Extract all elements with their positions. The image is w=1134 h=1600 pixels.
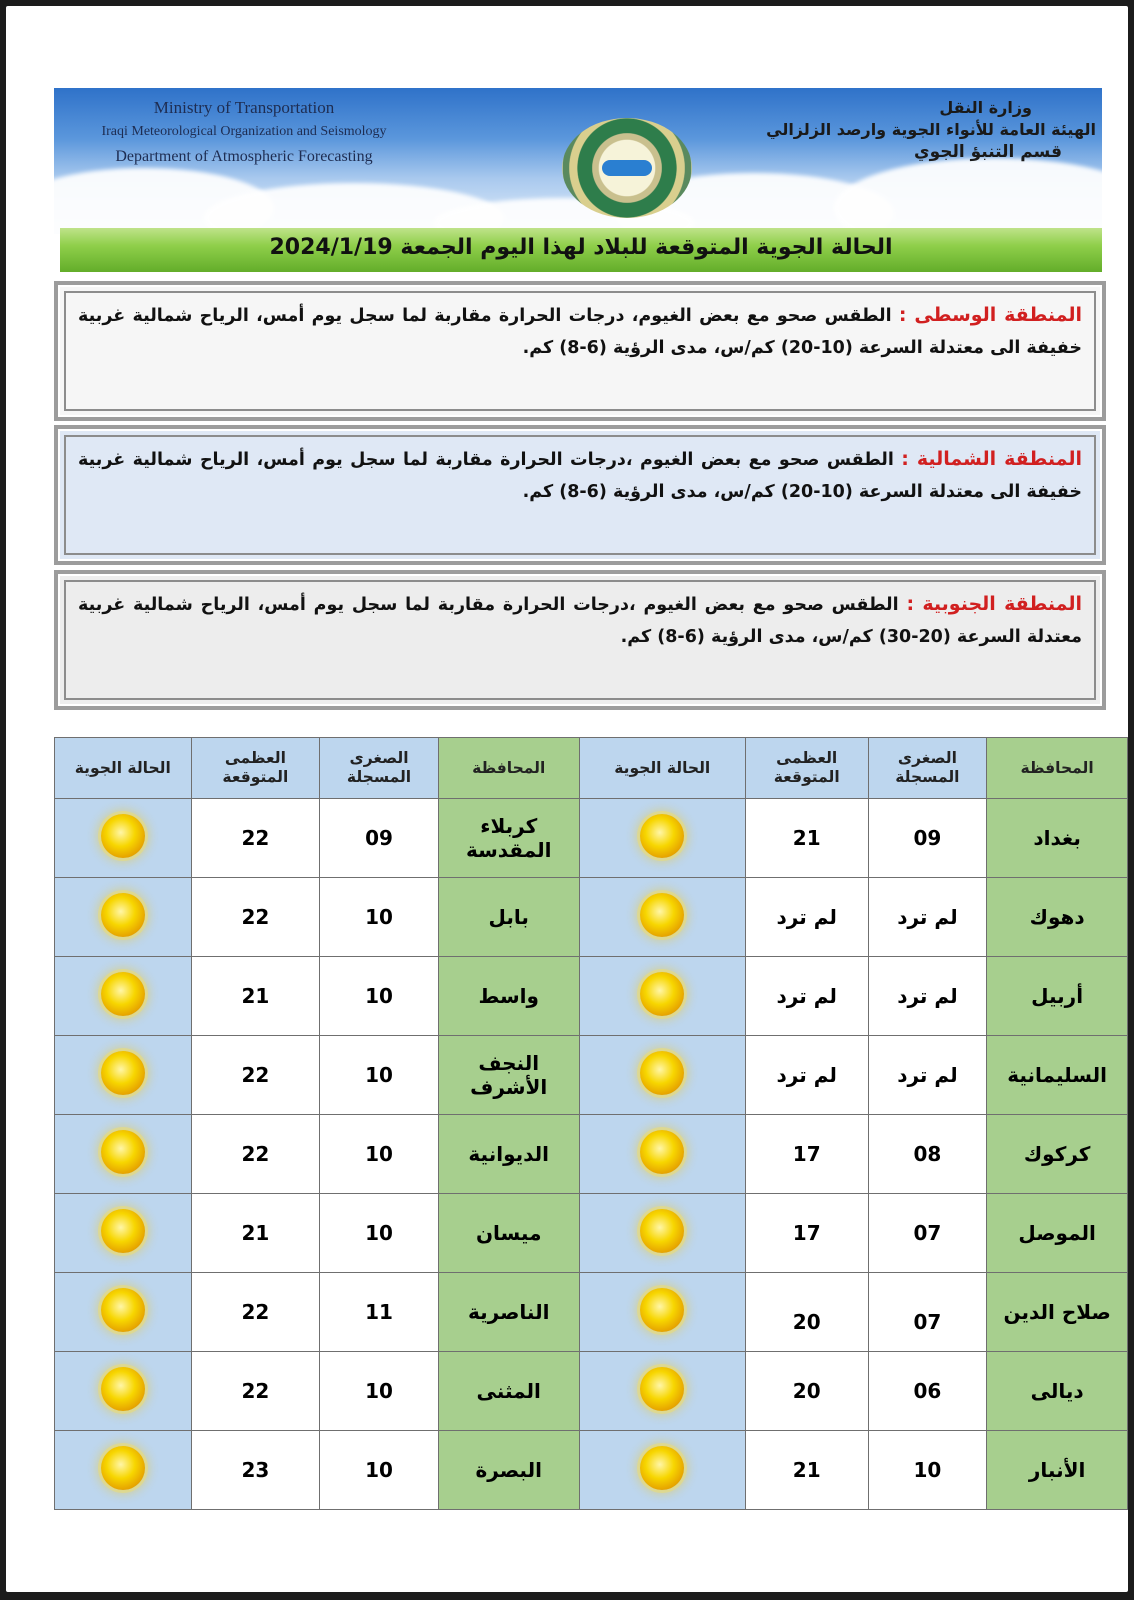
sun-icon — [101, 972, 145, 1016]
sun-icon — [101, 1130, 145, 1174]
sun-icon — [640, 893, 684, 937]
right-min-value: لم ترد — [897, 984, 958, 1008]
right-max — [745, 1352, 868, 1431]
right-min-value: 06 — [913, 1379, 942, 1403]
left-max-value: 21 — [241, 1221, 270, 1245]
left-province — [438, 957, 579, 1036]
header-min: الصغرى المسجلة — [320, 738, 439, 799]
left-min-value: 10 — [365, 1379, 393, 1403]
department-name-ar: قسم التنبؤ الجوي — [914, 142, 1062, 162]
header-max: العظمى المتوقعة — [191, 738, 320, 799]
region-north-body: الطقس صحو مع بعض الغيوم ،درجات الحرارة مقاربة لما سجل يوم أمس، الرياح شمالية غربية خفيفة الى معتدلة السرعة (10-20) كم/س، مدى الرؤية (6-8) كم. — [78, 450, 1082, 502]
right-min-value: 07 — [913, 1310, 942, 1334]
sun-icon — [101, 814, 145, 858]
right-min-value: 09 — [913, 826, 942, 850]
right-min — [868, 799, 987, 878]
left-min-value: 10 — [365, 984, 393, 1008]
right-max — [745, 1036, 868, 1115]
left-weather — [55, 1431, 192, 1510]
right-max-value: لم ترد — [776, 1063, 837, 1087]
table-row — [55, 1115, 1128, 1194]
table-row — [55, 1194, 1128, 1273]
right-province-value: كركوك — [1023, 1142, 1091, 1166]
ministry-name-en: Ministry of Transportation — [153, 98, 335, 117]
left-weather — [55, 957, 192, 1036]
right-province — [987, 878, 1128, 957]
right-min — [868, 957, 987, 1036]
right-province — [987, 1273, 1128, 1352]
left-min — [320, 1431, 439, 1510]
sun-icon — [101, 1367, 145, 1411]
left-max-value: 22 — [241, 1379, 270, 1403]
right-max — [745, 878, 868, 957]
left-min — [320, 957, 439, 1036]
table-row — [55, 1431, 1128, 1510]
region-central-body: الطقس صحو مع بعض الغيوم، درجات الحرارة مقاربة لما سجل يوم أمس، الرياح شمالية غربية خفيفة الى معتدلة السرعة (10-20) كم/س، مدى الرؤية (6-8) كم. — [78, 306, 1082, 358]
left-province — [438, 1431, 579, 1510]
left-province — [438, 1194, 579, 1273]
right-max-value: 21 — [792, 826, 821, 850]
region-central — [54, 281, 1106, 421]
left-max-value: 21 — [241, 984, 270, 1008]
right-max-value: 17 — [792, 1221, 821, 1245]
table-row — [55, 799, 1128, 878]
left-province — [438, 1036, 579, 1115]
right-max-value: 20 — [792, 1379, 821, 1403]
left-province — [438, 1352, 579, 1431]
header-weather: الحالة الجوية — [55, 738, 192, 799]
right-province — [987, 957, 1128, 1036]
left-province-value: البصرة — [475, 1458, 542, 1482]
left-max-value: 22 — [241, 1063, 270, 1087]
right-province — [987, 1115, 1128, 1194]
sun-icon — [101, 1051, 145, 1095]
right-province-value: الأنبار — [1028, 1458, 1086, 1482]
table-row — [55, 1352, 1128, 1431]
left-max — [191, 878, 320, 957]
left-min-value: 11 — [365, 1300, 393, 1324]
right-province — [987, 1036, 1128, 1115]
region-south-body: الطقس صحو مع بعض الغيوم ،درجات الحرارة مقاربة لما سجل يوم أمس، الرياح شمالية غربية معتدلة السرعة (20-30) كم/س، مدى الرؤية (6-8) كم. — [78, 595, 1082, 647]
right-min-value: 08 — [913, 1142, 942, 1166]
right-province-value: الموصل — [1018, 1221, 1096, 1245]
sun-icon — [640, 1288, 684, 1332]
left-min-value: 10 — [365, 1458, 393, 1482]
sun-icon — [101, 1288, 145, 1332]
right-min — [868, 878, 987, 957]
right-province — [987, 1194, 1128, 1273]
table-row — [55, 1036, 1128, 1115]
left-max-value: 22 — [241, 905, 270, 929]
organization-name-ar: الهيئة العامة للأنواء الجوية وارصد الزلزالي — [766, 120, 1096, 139]
sun-icon — [101, 893, 145, 937]
left-weather — [55, 1352, 192, 1431]
right-min — [868, 1194, 987, 1273]
sun-icon — [101, 1446, 145, 1490]
page-title: الحالة الجوية المتوقعة للبلاد لهذا اليوم الجمعة 2024/1/19 — [269, 235, 893, 260]
right-max — [745, 1115, 868, 1194]
right-weather — [579, 1115, 745, 1194]
right-max-value: 21 — [792, 1458, 821, 1482]
left-min — [320, 1115, 439, 1194]
left-province — [438, 878, 579, 957]
right-weather — [579, 878, 745, 957]
right-weather — [579, 799, 745, 878]
left-max-value: 22 — [241, 1300, 270, 1324]
department-name-en: Department of Atmospheric Forecasting — [115, 148, 373, 165]
left-weather — [55, 1273, 192, 1352]
right-province-value: دهوك — [1029, 905, 1085, 929]
right-min-value: 07 — [913, 1221, 942, 1245]
right-weather — [579, 1273, 745, 1352]
right-min — [868, 1036, 987, 1115]
left-max — [191, 1431, 320, 1510]
region-central-text — [78, 299, 1082, 364]
left-province-value: بابل — [488, 905, 529, 929]
right-province — [987, 799, 1128, 878]
right-min-value: 10 — [913, 1458, 942, 1482]
table-row — [55, 957, 1128, 1036]
right-max — [745, 957, 868, 1036]
right-max — [745, 1194, 868, 1273]
sun-icon — [640, 1446, 684, 1490]
right-max-value: 17 — [792, 1142, 821, 1166]
left-province-value: الناصرية — [467, 1300, 550, 1324]
header-banner — [54, 88, 1102, 234]
left-min-value: 10 — [365, 1142, 393, 1166]
left-province-value: واسط — [478, 984, 539, 1008]
left-province-value: كربلاء المقدسة — [465, 814, 552, 862]
right-max-value: لم ترد — [776, 984, 837, 1008]
left-province-value: النجف الأشرف — [470, 1051, 548, 1099]
sun-icon — [640, 1130, 684, 1174]
left-max-value: 22 — [241, 1142, 270, 1166]
sun-icon — [640, 1209, 684, 1253]
left-min — [320, 1194, 439, 1273]
table-header-row — [55, 738, 1128, 799]
left-weather — [55, 1115, 192, 1194]
left-province — [438, 1115, 579, 1194]
left-weather — [55, 1036, 192, 1115]
region-north-text — [78, 443, 1082, 508]
right-min — [868, 1431, 987, 1510]
right-province — [987, 1352, 1128, 1431]
left-max — [191, 1115, 320, 1194]
left-max — [191, 1036, 320, 1115]
title-bar — [60, 228, 1102, 272]
left-min — [320, 1352, 439, 1431]
region-central-label: المنطقة الوسطى : — [898, 304, 1082, 326]
left-max-value: 23 — [241, 1458, 270, 1482]
sun-icon — [101, 1209, 145, 1253]
organization-name-en: Iraqi Meteorological Organization and Seismology — [101, 124, 387, 139]
left-province-value: ميسان — [475, 1221, 542, 1245]
left-min-value: 10 — [365, 1221, 393, 1245]
region-south-text — [78, 588, 1082, 653]
left-province — [438, 799, 579, 878]
right-province-value: أربيل — [1031, 984, 1084, 1008]
right-province-value: بغداد — [1033, 826, 1081, 850]
right-min — [868, 1115, 987, 1194]
right-min-value: لم ترد — [897, 905, 958, 929]
right-min — [868, 1273, 987, 1352]
region-south-label: المنطقة الجنوبية : — [906, 593, 1082, 615]
left-weather — [55, 1194, 192, 1273]
right-province-value: صلاح الدين — [1003, 1300, 1111, 1324]
left-min — [320, 1036, 439, 1115]
ministry-name-ar: وزارة النقل — [939, 98, 1032, 117]
left-max-value: 22 — [241, 826, 270, 850]
left-min — [320, 1273, 439, 1352]
region-south — [54, 570, 1106, 710]
left-min — [320, 799, 439, 878]
sun-icon — [640, 972, 684, 1016]
right-province — [987, 1431, 1128, 1510]
right-min-value: لم ترد — [897, 1063, 958, 1087]
header-province: المحافظة — [987, 738, 1128, 799]
right-province-value: السليمانية — [1007, 1063, 1107, 1087]
right-max — [745, 799, 868, 878]
organization-logo-icon — [562, 118, 692, 218]
left-max — [191, 1273, 320, 1352]
right-weather — [579, 957, 745, 1036]
left-province-value: الديوانية — [468, 1142, 550, 1166]
right-max — [745, 1431, 868, 1510]
left-weather — [55, 878, 192, 957]
left-province — [438, 1273, 579, 1352]
region-north-label: المنطقة الشمالية : — [901, 448, 1082, 470]
right-max-value: 20 — [792, 1310, 821, 1334]
left-max — [191, 1194, 320, 1273]
right-max — [745, 1273, 868, 1352]
right-province-value: ديالى — [1030, 1379, 1084, 1403]
left-max — [191, 1352, 320, 1431]
left-max — [191, 799, 320, 878]
header-max: العظمى المتوقعة — [745, 738, 868, 799]
sun-icon — [640, 1367, 684, 1411]
table-row — [55, 878, 1128, 957]
header-min: الصغرى المسجلة — [868, 738, 987, 799]
right-weather — [579, 1036, 745, 1115]
header-province: المحافظة — [438, 738, 579, 799]
sun-icon — [640, 814, 684, 858]
region-north — [54, 425, 1106, 565]
right-weather — [579, 1352, 745, 1431]
bulletin-page — [6, 6, 1128, 1592]
left-province-value: المثنى — [476, 1379, 541, 1403]
left-min-value: 10 — [365, 1063, 393, 1087]
right-weather — [579, 1431, 745, 1510]
left-max — [191, 957, 320, 1036]
right-min — [868, 1352, 987, 1431]
right-weather — [579, 1194, 745, 1273]
table-row — [55, 1273, 1128, 1352]
left-min-value: 10 — [365, 905, 393, 929]
right-max-value: لم ترد — [776, 905, 837, 929]
left-min-value: 09 — [365, 826, 393, 850]
left-min — [320, 878, 439, 957]
sun-icon — [640, 1051, 684, 1095]
header-weather: الحالة الجوية — [579, 738, 745, 799]
left-weather — [55, 799, 192, 878]
forecast-table — [54, 737, 1128, 1510]
